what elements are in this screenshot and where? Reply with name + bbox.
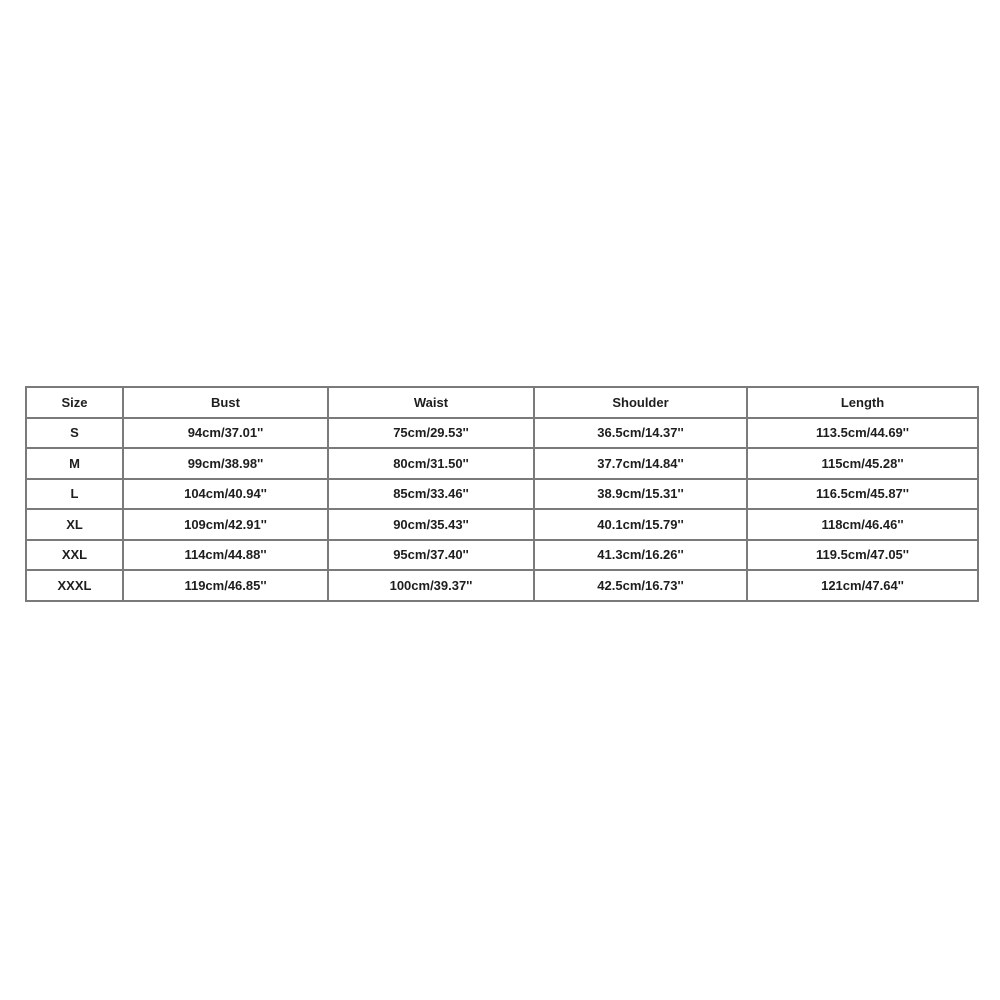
cell-waist: 80cm/31.50'' xyxy=(329,449,533,478)
cell-length: 119.5cm/47.05'' xyxy=(748,541,977,570)
cell-waist: 100cm/39.37'' xyxy=(329,571,533,600)
table-row xyxy=(27,449,977,478)
table-row xyxy=(27,480,977,509)
cell-size: L xyxy=(27,480,122,509)
cell-shoulder: 42.5cm/16.73'' xyxy=(535,571,746,600)
cell-length: 113.5cm/44.69'' xyxy=(748,419,977,448)
cell-shoulder: 41.3cm/16.26'' xyxy=(535,541,746,570)
header-bust: Bust xyxy=(124,388,327,417)
cell-bust: 114cm/44.88'' xyxy=(124,541,327,570)
cell-shoulder: 40.1cm/15.79'' xyxy=(535,510,746,539)
cell-bust: 109cm/42.91'' xyxy=(124,510,327,539)
cell-bust: 94cm/37.01'' xyxy=(124,419,327,448)
cell-length: 121cm/47.64'' xyxy=(748,571,977,600)
cell-shoulder: 38.9cm/15.31'' xyxy=(535,480,746,509)
table-row xyxy=(27,571,977,600)
cell-bust: 104cm/40.94'' xyxy=(124,480,327,509)
cell-length: 116.5cm/45.87'' xyxy=(748,480,977,509)
cell-size: XXXL xyxy=(27,571,122,600)
table-row xyxy=(27,541,977,570)
size-chart-table xyxy=(25,386,979,602)
header-size: Size xyxy=(27,388,122,417)
cell-length: 115cm/45.28'' xyxy=(748,449,977,478)
cell-length: 118cm/46.46'' xyxy=(748,510,977,539)
cell-size: S xyxy=(27,419,122,448)
cell-waist: 95cm/37.40'' xyxy=(329,541,533,570)
header-waist: Waist xyxy=(329,388,533,417)
cell-size: XXL xyxy=(27,541,122,570)
cell-bust: 119cm/46.85'' xyxy=(124,571,327,600)
header-row xyxy=(27,388,977,417)
table-row xyxy=(27,510,977,539)
cell-waist: 90cm/35.43'' xyxy=(329,510,533,539)
cell-waist: 75cm/29.53'' xyxy=(329,419,533,448)
cell-bust: 99cm/38.98'' xyxy=(124,449,327,478)
header-length: Length xyxy=(748,388,977,417)
cell-size: XL xyxy=(27,510,122,539)
cell-shoulder: 37.7cm/14.84'' xyxy=(535,449,746,478)
table-row xyxy=(27,419,977,448)
cell-shoulder: 36.5cm/14.37'' xyxy=(535,419,746,448)
cell-waist: 85cm/33.46'' xyxy=(329,480,533,509)
header-shoulder: Shoulder xyxy=(535,388,746,417)
cell-size: M xyxy=(27,449,122,478)
